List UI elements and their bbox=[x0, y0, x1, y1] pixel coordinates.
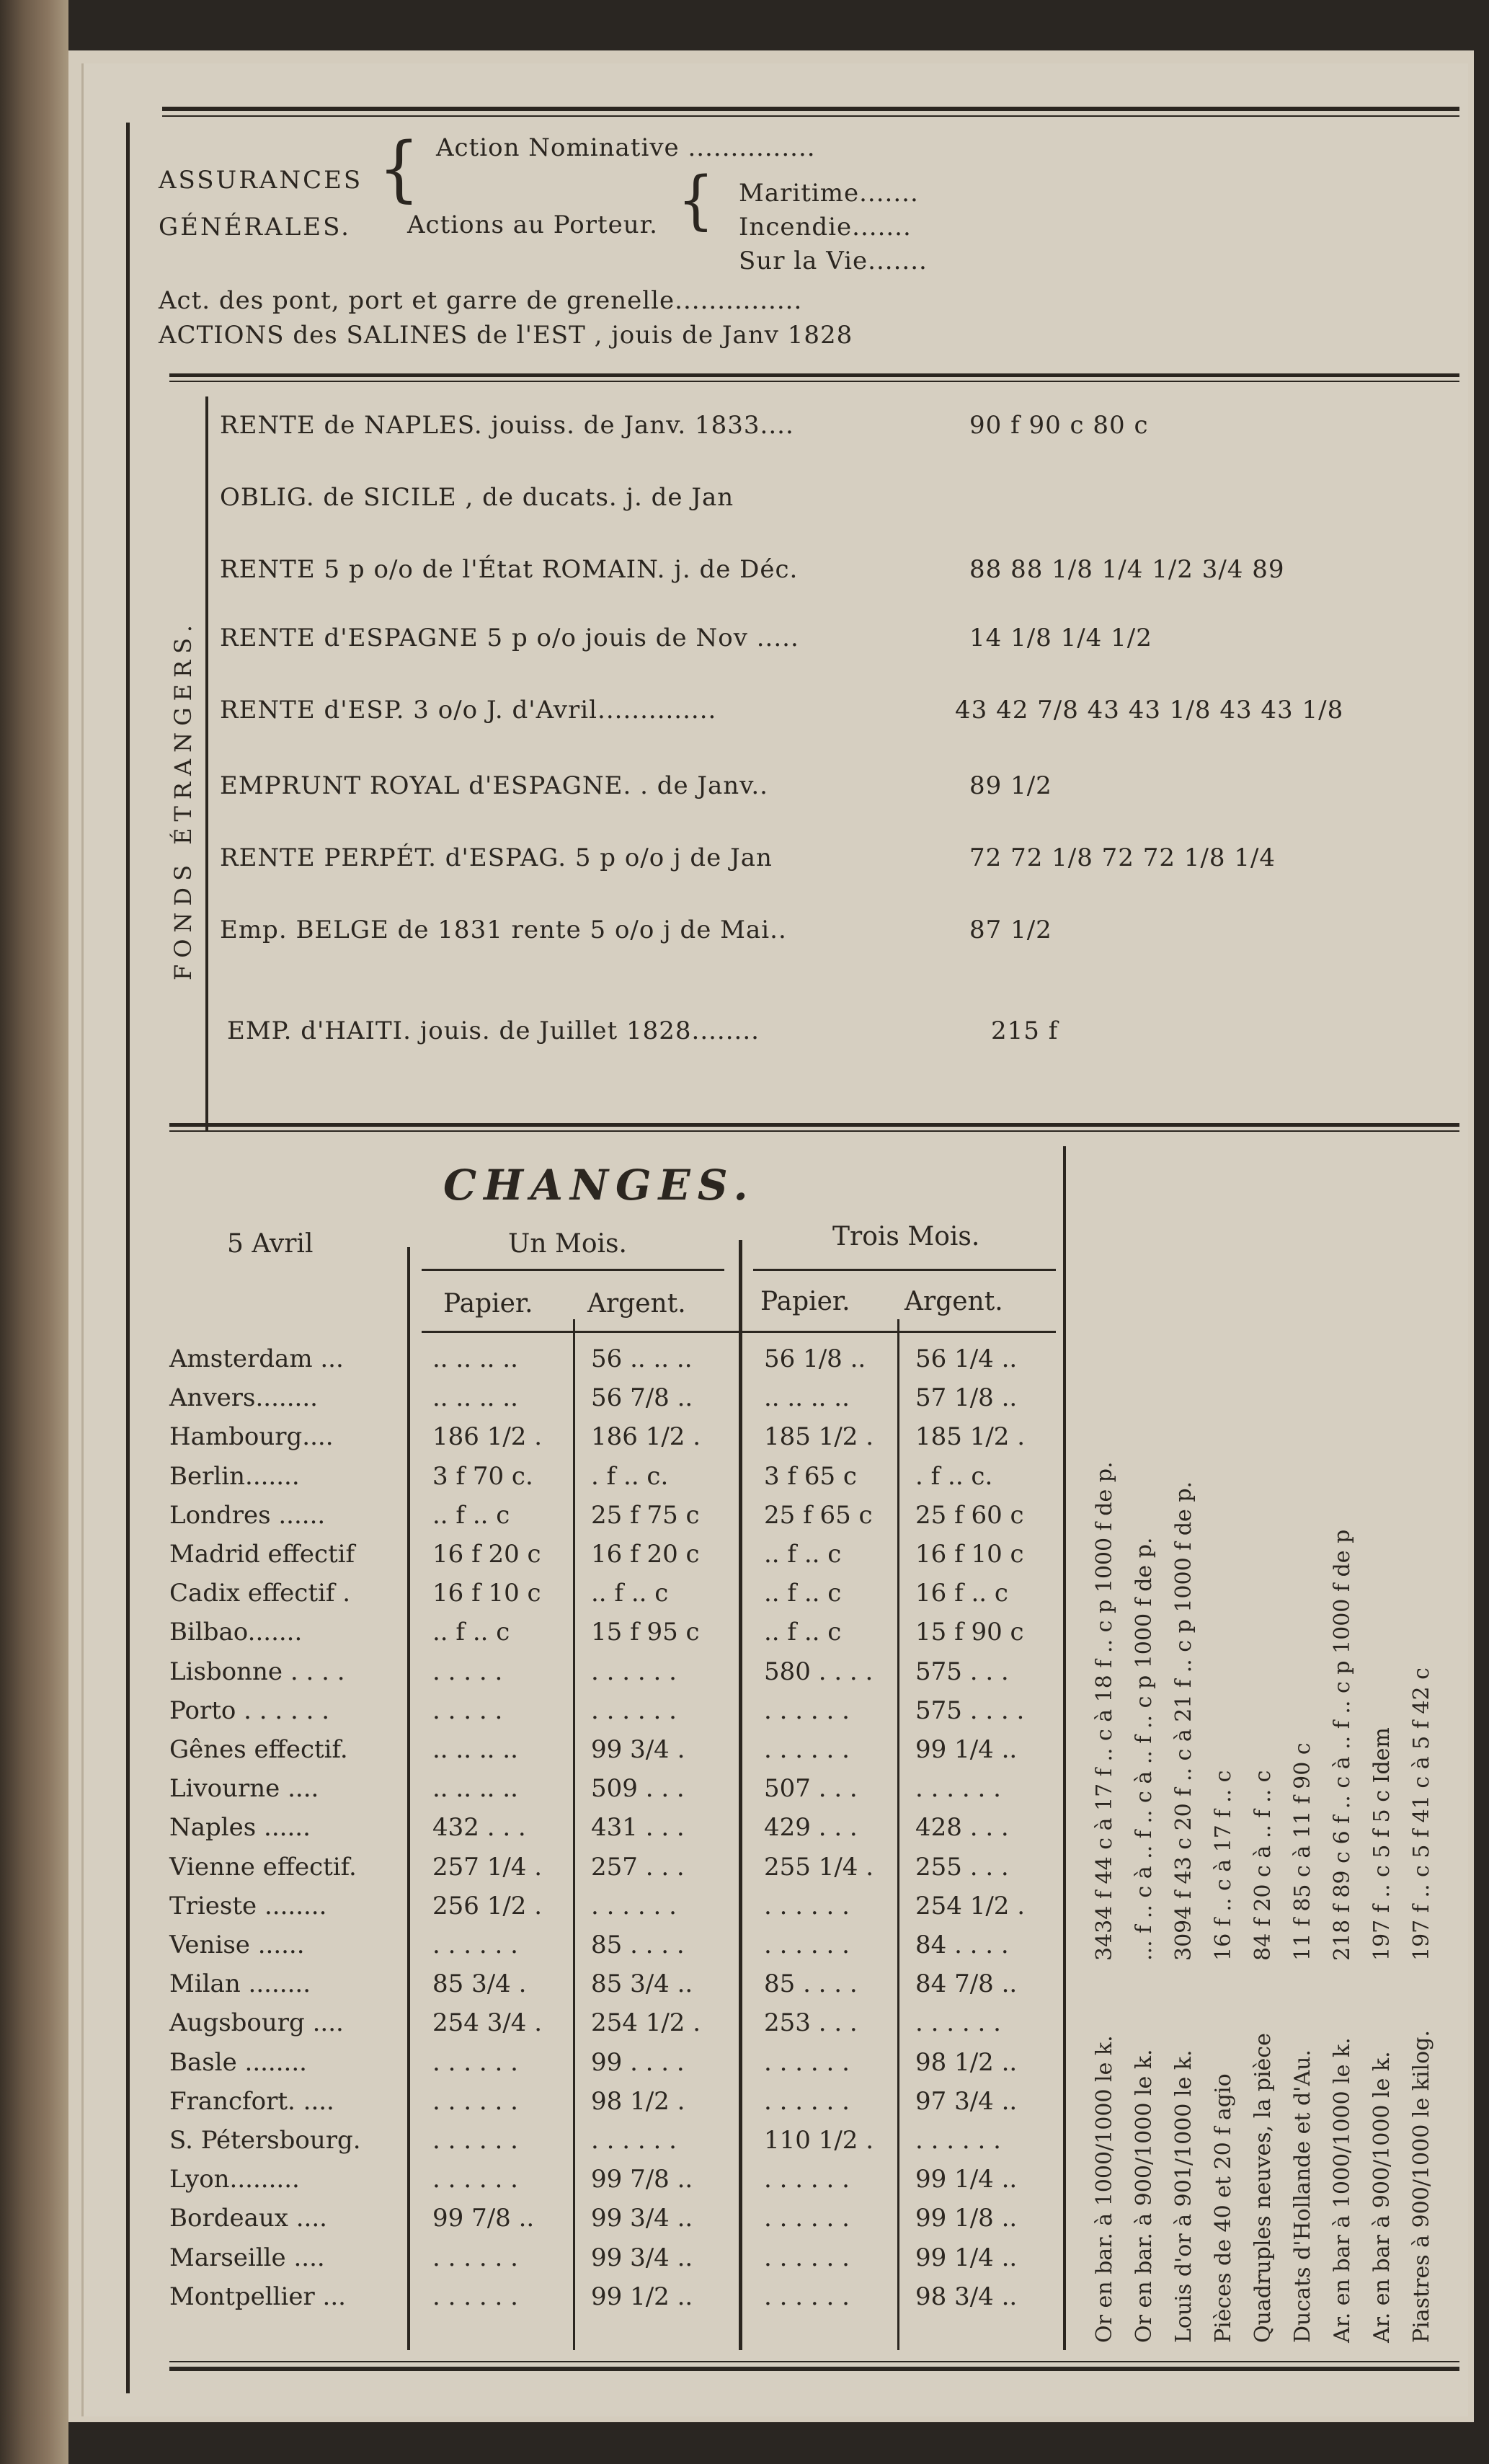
rate-cell: . . . . . . bbox=[764, 2165, 850, 2194]
rate-cell: 85 3/4 . bbox=[432, 1969, 527, 1999]
fonds-etrangers-label: FONDS ÉTRANGERS. bbox=[169, 618, 197, 980]
section-rule bbox=[169, 373, 1459, 377]
fonds-row-value: 215 f bbox=[991, 1016, 1059, 1045]
city-name: Francfort. .... bbox=[169, 2086, 334, 2116]
rate-cell: 56 .. .. .. bbox=[591, 1344, 693, 1373]
rate-cell: 99 3/4 . bbox=[591, 1735, 685, 1764]
actions-porteur: Actions au Porteur. bbox=[407, 210, 658, 239]
rate-cell: 25 f 65 c bbox=[764, 1500, 873, 1530]
city-name: Montpellier ... bbox=[169, 2282, 346, 2311]
rate-cell: . . . . . . bbox=[591, 2126, 677, 2155]
fonds-row-label: RENTE de NAPLES. jouiss. de Janv. 1833.... bbox=[220, 411, 794, 440]
rate-cell: 97 3/4 .. bbox=[915, 2086, 1018, 2116]
metal-value: ... f .. c à .. f .. c à .. f .. c p 1000 f de p. bbox=[1132, 1537, 1157, 1961]
trois-mois-header: Trois Mois. bbox=[832, 1222, 980, 1251]
city-name: Livourne .... bbox=[169, 1774, 319, 1804]
city-name: Marseille .... bbox=[169, 2243, 325, 2272]
city-name: Amsterdam ... bbox=[169, 1344, 344, 1373]
rate-cell: . . . . . . bbox=[591, 1696, 677, 1725]
rate-cell: 56 1/4 .. bbox=[915, 1344, 1018, 1373]
rate-cell: 16 f .. c bbox=[915, 1579, 1008, 1608]
rate-cell: . . . . . bbox=[432, 1696, 503, 1725]
assurance-vie: Sur la Vie....... bbox=[739, 247, 928, 275]
column-rule bbox=[1063, 1146, 1066, 2350]
rate-cell: 185 1/2 . bbox=[764, 1422, 874, 1452]
rate-cell: 507 . . . bbox=[764, 1774, 858, 1804]
city-name: Vienne effectif. bbox=[169, 1852, 357, 1882]
action-nominative: Action Nominative ............... bbox=[436, 133, 816, 162]
rate-cell: . f .. c. bbox=[915, 1461, 993, 1491]
rate-cell: 16 f 10 c bbox=[915, 1540, 1024, 1569]
fonds-row-value: 72 72 1/8 72 72 1/8 1/4 bbox=[969, 843, 1276, 872]
ponts-grenelle: Act. des pont, port et garre de grenelle............... bbox=[159, 286, 803, 315]
rate-cell: 431 . . . bbox=[591, 1813, 685, 1843]
rate-cell: .. f .. c bbox=[432, 1500, 510, 1530]
rate-cell: . . . . . . bbox=[764, 1696, 850, 1725]
fonds-row-label: RENTE d'ESPAGNE 5 p o/o jouis de Nov ..... bbox=[220, 624, 799, 652]
city-name: Porto . . . . . . bbox=[169, 1696, 330, 1725]
city-name: Augsbourg .... bbox=[169, 2008, 344, 2038]
rate-cell: .. .. .. .. bbox=[432, 1383, 518, 1413]
rate-cell: 84 7/8 .. bbox=[915, 1969, 1018, 1999]
metal-value: 218 f 89 c 6 f .. c à .. f .. c p 1000 f de p bbox=[1330, 1529, 1355, 1961]
assurances-title-2: GÉNÉRALES. bbox=[159, 213, 351, 241]
rate-cell: 432 . . . bbox=[432, 1813, 526, 1843]
city-name: Cadix effectif . bbox=[169, 1579, 351, 1608]
rate-cell: 15 f 95 c bbox=[591, 1618, 700, 1647]
metal-label: Ducats d'Hollande et d'Au. bbox=[1290, 2049, 1315, 2343]
rate-cell: 57 1/8 .. bbox=[915, 1383, 1018, 1413]
rate-cell: 186 1/2 . bbox=[432, 1422, 543, 1452]
rate-cell: 575 . . . bbox=[915, 1657, 1009, 1686]
rate-cell: . . . . . . bbox=[432, 2282, 518, 2311]
rate-cell: 98 3/4 .. bbox=[915, 2282, 1018, 2311]
rate-cell: . . . . . . bbox=[915, 1774, 1001, 1804]
rate-cell: 256 1/2 . bbox=[432, 1891, 543, 1920]
city-name: S. Pétersbourg. bbox=[169, 2126, 361, 2155]
metal-label: Pièces de 40 et 20 f agio bbox=[1211, 2073, 1236, 2343]
rate-cell: 3 f 70 c. bbox=[432, 1461, 533, 1491]
rate-cell: 16 f 10 c bbox=[432, 1579, 541, 1608]
rate-cell: . . . . . . bbox=[591, 1657, 677, 1686]
assurances-title-1: ASSURANCES bbox=[159, 166, 363, 195]
rate-cell: 99 1/4 .. bbox=[915, 2243, 1018, 2272]
rate-cell: . . . . . . bbox=[764, 2243, 850, 2272]
papier-header: Papier. bbox=[443, 1289, 533, 1319]
fonds-divider bbox=[205, 396, 208, 1132]
un-mois-header: Un Mois. bbox=[508, 1229, 627, 1259]
fonds-row-value: 87 1/2 bbox=[969, 916, 1052, 944]
rate-cell: 254 1/2 . bbox=[591, 2008, 701, 2038]
ledger-page bbox=[68, 50, 1474, 2422]
city-name: Bilbao....... bbox=[169, 1618, 303, 1647]
rate-cell: 428 . . . bbox=[915, 1813, 1009, 1843]
metal-label: Quadruples neuves, la pièce bbox=[1250, 2033, 1276, 2343]
rate-cell: 257 . . . bbox=[591, 1852, 685, 1882]
argent-header: Argent. bbox=[904, 1287, 1003, 1316]
fonds-row-label: OBLIG. de SICILE , de ducats. j. de Jan bbox=[220, 483, 734, 512]
fonds-row-label: EMP. d'HAITI. jouis. de Juillet 1828........ bbox=[227, 1016, 760, 1045]
rate-cell: 25 f 75 c bbox=[591, 1500, 700, 1530]
rate-cell: .. f .. c bbox=[432, 1618, 510, 1647]
section-rule-thin bbox=[169, 1130, 1459, 1132]
rate-cell: 85 . . . . bbox=[764, 1969, 858, 1999]
rate-cell: . . . . . . bbox=[915, 2008, 1001, 2038]
metal-value: 84 f 20 c à .. f .. c bbox=[1250, 1770, 1276, 1961]
rate-cell: .. f .. c bbox=[764, 1540, 842, 1569]
rate-cell: . . . . . bbox=[432, 1657, 503, 1686]
rate-cell: . . . . . . bbox=[764, 1931, 850, 1959]
changes-date: 5 Avril bbox=[227, 1229, 314, 1259]
rate-cell: .. .. .. .. bbox=[432, 1344, 518, 1373]
metal-value: 16 f .. c à 17 f .. c bbox=[1211, 1770, 1236, 1961]
rate-cell: 84 . . . . bbox=[915, 1931, 1009, 1959]
rate-cell: 99 3/4 .. bbox=[591, 2204, 693, 2233]
rate-cell: . . . . . . bbox=[764, 1891, 850, 1920]
rate-cell: 255 . . . bbox=[915, 1852, 1009, 1882]
rate-cell: 16 f 20 c bbox=[591, 1540, 700, 1569]
rate-cell: 85 . . . . bbox=[591, 1931, 685, 1959]
rate-cell: .. f .. c bbox=[591, 1579, 669, 1608]
metal-value: 197 f .. c 5 f 5 c Idem bbox=[1369, 1727, 1395, 1961]
fonds-row-label: Emp. BELGE de 1831 rente 5 o/o j de Mai.. bbox=[220, 916, 787, 944]
city-name: Londres ...... bbox=[169, 1500, 326, 1530]
rate-cell: 99 3/4 .. bbox=[591, 2243, 693, 2272]
city-name: Basle ........ bbox=[169, 2047, 307, 2077]
rate-cell: . . . . . . bbox=[432, 2047, 518, 2077]
metal-label: Louis d'or à 901/1000 le k. bbox=[1171, 2049, 1196, 2343]
rate-cell: 15 f 90 c bbox=[915, 1618, 1024, 1647]
rate-cell: . . . . . . bbox=[432, 2165, 518, 2194]
rate-cell: . . . . . . bbox=[432, 2243, 518, 2272]
rate-cell: 575 . . . . bbox=[915, 1696, 1025, 1725]
top-rule bbox=[162, 107, 1459, 111]
column-rule bbox=[897, 1319, 899, 2350]
rate-cell: 185 1/2 . bbox=[915, 1422, 1026, 1452]
rate-cell: 98 1/2 . bbox=[591, 2086, 685, 2116]
rate-cell: . f .. c. bbox=[591, 1461, 669, 1491]
rate-cell: 85 3/4 .. bbox=[591, 1969, 693, 1999]
rate-cell: . . . . . . bbox=[764, 2204, 850, 2233]
rate-cell: 98 1/2 .. bbox=[915, 2047, 1018, 2077]
rate-cell: 3 f 65 c bbox=[764, 1461, 857, 1491]
metal-label: Or en bar. à 1000/1000 le k. bbox=[1092, 2035, 1117, 2343]
city-name: Gênes effectif. bbox=[169, 1735, 348, 1764]
rate-cell: .. f .. c bbox=[764, 1579, 842, 1608]
rate-cell: 16 f 20 c bbox=[432, 1540, 541, 1569]
fonds-row-value: 43 42 7/8 43 43 1/8 43 43 1/8 bbox=[955, 696, 1344, 724]
column-rule bbox=[407, 1247, 410, 2350]
rate-cell: 509 . . . bbox=[591, 1774, 685, 1804]
rate-cell: 429 . . . bbox=[764, 1813, 858, 1843]
city-name: Trieste ........ bbox=[169, 1891, 327, 1920]
rate-cell: 99 1/8 .. bbox=[915, 2204, 1018, 2233]
rate-cell: .. f .. c bbox=[764, 1618, 842, 1647]
papier-header: Papier. bbox=[760, 1287, 850, 1316]
bottom-rule-thick bbox=[169, 2367, 1459, 2371]
metal-value: 3434 f 44 c à 17 f .. c à 18 f .. c p 1000 f de p. bbox=[1092, 1461, 1117, 1961]
fonds-row-label: EMPRUNT ROYAL d'ESPAGNE. . de Janv.. bbox=[220, 771, 768, 800]
rate-cell: 186 1/2 . bbox=[591, 1422, 701, 1452]
rate-cell: 110 1/2 . bbox=[764, 2126, 874, 2155]
city-name: Anvers........ bbox=[169, 1383, 318, 1413]
brace-icon: { bbox=[378, 127, 420, 211]
rate-cell: 56 7/8 .. bbox=[591, 1383, 693, 1413]
rate-cell: . . . . . . bbox=[591, 1891, 677, 1920]
rate-cell: 99 . . . . bbox=[591, 2047, 685, 2077]
metal-label: Or en bar. à 900/1000 le k. bbox=[1132, 2049, 1157, 2343]
rate-cell: . . . . . . bbox=[915, 2126, 1001, 2155]
book-binding bbox=[0, 0, 68, 2464]
rate-cell: 255 1/4 . bbox=[764, 1852, 874, 1882]
rate-cell: .. .. .. .. bbox=[764, 1383, 850, 1413]
metal-label: Ar. en bar à 1000/1000 le k. bbox=[1330, 2037, 1355, 2343]
fonds-row-label: RENTE 5 p o/o de l'État ROMAIN. j. de Déc. bbox=[220, 555, 799, 584]
rate-cell: 257 1/4 . bbox=[432, 1852, 543, 1882]
argent-header: Argent. bbox=[587, 1289, 686, 1319]
rate-cell: . . . . . . bbox=[764, 2282, 850, 2311]
city-name: Milan ........ bbox=[169, 1969, 311, 1999]
rate-cell: 99 1/4 .. bbox=[915, 2165, 1018, 2194]
metal-value: 3094 f 43 c 20 f .. c à 21 f .. c p 1000 f de p. bbox=[1171, 1481, 1196, 1961]
top-rule-thin bbox=[162, 115, 1459, 117]
rate-cell: 580 . . . . bbox=[764, 1657, 874, 1686]
column-rule bbox=[573, 1319, 575, 2350]
column-rule bbox=[739, 1240, 742, 2350]
city-name: Lisbonne . . . . bbox=[169, 1657, 345, 1686]
assurance-incendie: Incendie....... bbox=[739, 213, 912, 241]
fonds-row-value: 88 88 1/8 1/4 1/2 3/4 89 bbox=[969, 555, 1285, 584]
actions-salines: ACTIONS des SALINES de l'EST , jouis de Janv 1828 bbox=[159, 321, 853, 350]
section-rule-thin bbox=[169, 381, 1459, 382]
rate-cell: 254 1/2 . bbox=[915, 1891, 1026, 1920]
city-name: Venise ...... bbox=[169, 1931, 305, 1959]
assurance-maritime: Maritime....... bbox=[739, 179, 919, 208]
rate-cell: 99 1/4 .. bbox=[915, 1735, 1018, 1764]
rate-cell: . . . . . . bbox=[764, 2047, 850, 2077]
rate-cell: 99 7/8 .. bbox=[432, 2204, 535, 2233]
rate-cell: . . . . . . bbox=[432, 2086, 518, 2116]
rate-cell: 253 . . . bbox=[764, 2008, 858, 2038]
city-name: Hambourg.... bbox=[169, 1422, 334, 1452]
rate-cell: . . . . . . bbox=[432, 2126, 518, 2155]
rate-cell: .. .. .. .. bbox=[432, 1774, 518, 1804]
city-name: Lyon......... bbox=[169, 2165, 300, 2194]
rate-cell: . . . . . . bbox=[432, 1931, 518, 1959]
fonds-row-value: 89 1/2 bbox=[969, 771, 1052, 800]
left-frame-rule bbox=[126, 123, 130, 2393]
city-name: Bordeaux .... bbox=[169, 2204, 327, 2233]
metal-value: 197 f .. c 5 f 41 c à 5 f 42 c bbox=[1409, 1667, 1434, 1961]
rate-cell: . . . . . . bbox=[764, 2086, 850, 2116]
fonds-row-value: 90 f 90 c 80 c bbox=[969, 411, 1149, 440]
rate-cell: 99 1/2 .. bbox=[591, 2282, 693, 2311]
rate-cell: . . . . . . bbox=[764, 1735, 850, 1764]
metal-label: Piastres à 900/1000 le kilog. bbox=[1409, 2030, 1434, 2343]
rate-cell: 99 7/8 .. bbox=[591, 2165, 693, 2194]
metal-label: Ar. en bar à 900/1000 le k. bbox=[1369, 2051, 1395, 2343]
fonds-row-label: RENTE PERPÉT. d'ESPAG. 5 p o/o j de Jan bbox=[220, 843, 773, 872]
rate-cell: .. .. .. .. bbox=[432, 1735, 518, 1764]
rate-cell: 56 1/8 .. bbox=[764, 1344, 866, 1373]
changes-title: CHANGES. bbox=[443, 1161, 755, 1210]
rate-cell: 254 3/4 . bbox=[432, 2008, 543, 2038]
metal-value: 11 f 85 c à 11 f 90 c bbox=[1290, 1742, 1315, 1961]
header-underline bbox=[422, 1269, 724, 1271]
city-name: Madrid effectif bbox=[169, 1540, 355, 1569]
city-name: Berlin....... bbox=[169, 1461, 300, 1491]
fonds-row-value: 14 1/8 1/4 1/2 bbox=[969, 624, 1152, 652]
brace-icon: { bbox=[677, 163, 714, 237]
header-underline bbox=[753, 1269, 1056, 1271]
rate-cell: 25 f 60 c bbox=[915, 1500, 1024, 1530]
section-rule bbox=[169, 1123, 1459, 1127]
city-name: Naples ...... bbox=[169, 1813, 311, 1843]
fonds-row-label: RENTE d'ESP. 3 o/o J. d'Avril.............. bbox=[220, 696, 717, 724]
bottom-rule bbox=[169, 2361, 1459, 2362]
